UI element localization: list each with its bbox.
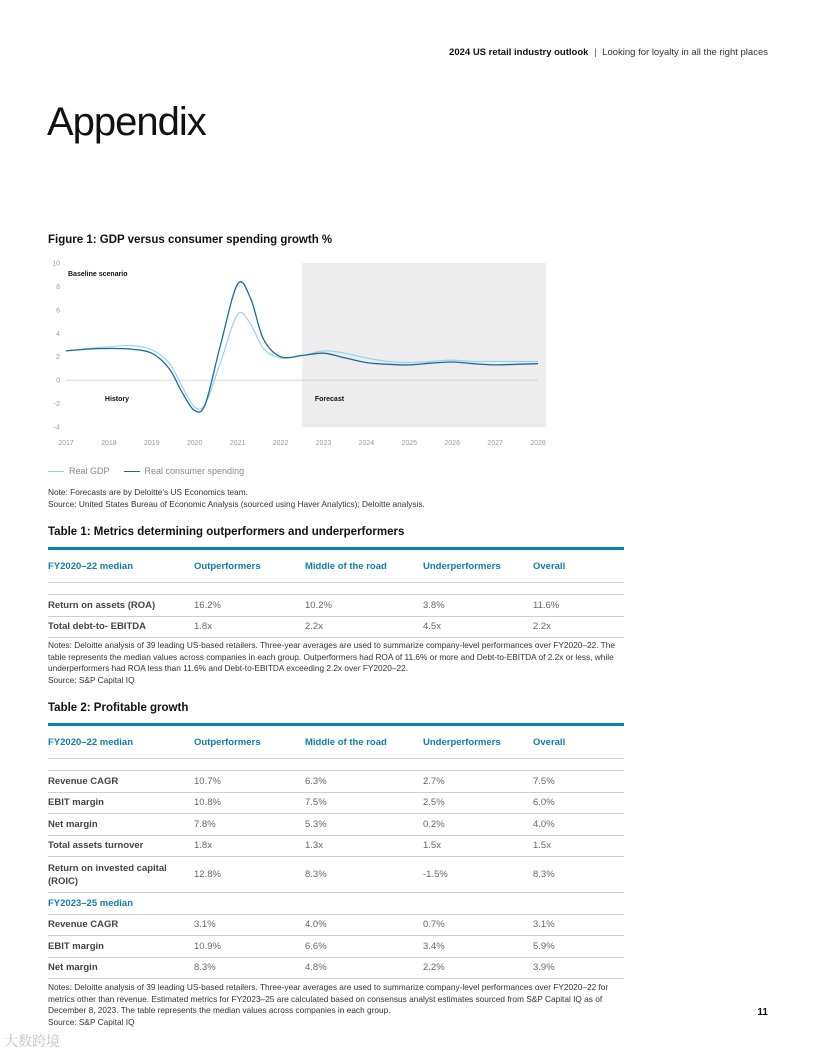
table-cell: 1.5x (423, 835, 533, 857)
page-title: Appendix (47, 100, 206, 144)
page-number: 11 (757, 1007, 768, 1018)
table2-header-cell: Underperformers (423, 725, 533, 759)
table-cell: 6.0% (533, 792, 624, 814)
y-tick-label: 2 (56, 354, 60, 362)
x-tick-label: 2021 (229, 440, 246, 447)
y-tick-label: 8 (56, 283, 60, 291)
table1-header-row (48, 549, 624, 583)
table2-header-cell: FY2020–22 median (48, 725, 194, 759)
header-separator: | (594, 47, 597, 58)
table-cell: 8.3% (194, 957, 305, 979)
table-cell: 11.6% (533, 595, 624, 617)
table-cell: 7.5% (533, 771, 624, 793)
table2-title: Table 2: Profitable growth (48, 702, 189, 714)
table-row (48, 835, 624, 857)
table-cell: 8.3% (533, 857, 624, 893)
row-label: EBIT margin (48, 792, 194, 814)
table1-spacer-row (48, 583, 624, 595)
table2-header-cell: Middle of the road (305, 725, 423, 759)
spacer-cell (48, 759, 624, 771)
table2-source-text: Source: S&P Capital IQ (48, 1016, 135, 1027)
table-cell: 0.2% (423, 814, 533, 836)
row-label: Return on invested capital (ROIC) (48, 857, 194, 893)
table-row (48, 814, 624, 836)
table-row (48, 595, 624, 617)
figure-note-text: Note: Forecasts are by Deloitte’s US Economics team. (48, 487, 248, 497)
legend-swatch-real-gdp (48, 471, 64, 472)
annotation-baseline-scenario: Baseline scenario (68, 270, 128, 278)
subheader-cell: FY2023–25 median (48, 893, 624, 915)
row-label: Revenue CAGR (48, 914, 194, 936)
x-tick-label: 2017 (58, 440, 74, 447)
table-cell: 6.3% (305, 771, 423, 793)
annotation-forecast: Forecast (314, 396, 345, 404)
table-cell: 12.8% (194, 857, 305, 893)
table1-notes-text: Notes: Deloitte analysis of 39 leading US-based retailers. Three-year averages are used to summarize company-level performances over FY2020–22. The table represents the median values across companies in each group. Outperformers had ROA of 11.6% or more and Debt-to-EBITDA of 2.2x or less, while underperformers had ROA less than 11.6% and Debt-to-EBITDA exceeding 2.2x over FY2020–22. (48, 640, 615, 673)
table-cell: 5.9% (533, 936, 624, 958)
y-tick-label: 10 (52, 260, 60, 268)
x-tick-label: 2024 (358, 440, 375, 447)
y-tick-label: -2 (53, 401, 60, 409)
table-cell: 4.8% (305, 957, 423, 979)
gdp-spending-line-chart (44, 252, 564, 452)
row-label: Return on assets (ROA) (48, 595, 194, 617)
table2-spacer-row (48, 759, 624, 771)
table-row (48, 914, 624, 936)
table-row (48, 792, 624, 814)
row-label: Total assets turnover (48, 835, 194, 857)
x-tick-label: 2027 (487, 440, 503, 447)
y-tick-label: 6 (56, 307, 60, 315)
header-subtitle: Looking for loyalty in all the right places (602, 47, 768, 58)
table-cell: 1.3x (305, 835, 423, 857)
figure-note (48, 487, 618, 510)
chart-legend (48, 466, 258, 476)
table-cell: 2.2x (533, 616, 624, 638)
table-row (48, 616, 624, 638)
table1-header-cell: Middle of the road (305, 549, 423, 583)
table1-header-cell: Underperformers (423, 549, 533, 583)
table1-title: Table 1: Metrics determining outperformers and underperformers (48, 526, 405, 538)
x-tick-label: 2028 (530, 440, 546, 447)
table-cell: 10.8% (194, 792, 305, 814)
table-cell: 3.8% (423, 595, 533, 617)
table1-header-cell: Overall (533, 549, 624, 583)
x-tick-label: 2026 (444, 440, 460, 447)
legend-swatch-real-consumer-spending (124, 471, 140, 472)
table1-metrics (48, 547, 624, 638)
x-tick-label: 2023 (315, 440, 332, 447)
legend-label-real-consumer-spending: Real consumer spending (144, 466, 245, 476)
row-label: Net margin (48, 814, 194, 836)
table-cell: 3.1% (194, 914, 305, 936)
table-cell: 3.1% (533, 914, 624, 936)
table-cell: 10.9% (194, 936, 305, 958)
table-row (48, 857, 624, 893)
y-tick-label: -4 (53, 424, 60, 432)
table2-profitable-growth (48, 723, 624, 979)
table1-header-cell: FY2020–22 median (48, 549, 194, 583)
table-cell: 5.3% (305, 814, 423, 836)
legend-label-real-gdp: Real GDP (69, 466, 110, 476)
row-label: Net margin (48, 957, 194, 979)
x-tick-label: 2022 (272, 440, 289, 447)
header-report-title: 2024 US retail industry outlook (449, 47, 589, 58)
legend-item-real-consumer-spending (124, 466, 245, 476)
table-cell: 2.2% (423, 957, 533, 979)
table-cell: 4.5x (423, 616, 533, 638)
x-tick-label: 2020 (186, 440, 203, 447)
table-cell: 10.2% (305, 595, 423, 617)
x-tick-label: 2018 (101, 440, 117, 447)
table-cell: 3.9% (533, 957, 624, 979)
watermark: 大数跨境 (4, 1033, 60, 1049)
y-axis-ticks (52, 261, 60, 432)
table1-header-cell: Outperformers (194, 549, 305, 583)
x-tick-label: 2019 (144, 440, 160, 447)
table-cell: 7.8% (194, 814, 305, 836)
table2-subheader-row (48, 893, 624, 915)
table-cell: 1.8x (194, 835, 305, 857)
figure-title: Figure 1: GDP versus consumer spending growth % (48, 234, 333, 246)
y-tick-label: 0 (56, 377, 60, 385)
table2-notes (48, 982, 618, 1028)
table-row (48, 957, 624, 979)
table-cell: 8.3% (305, 857, 423, 893)
table-cell: 2.5% (423, 792, 533, 814)
table-cell: 4.0% (305, 914, 423, 936)
table-cell: 2.7% (423, 771, 533, 793)
row-label: EBIT margin (48, 936, 194, 958)
table1-source-text: Source: S&P Capital IQ (48, 674, 135, 685)
table-row (48, 771, 624, 793)
running-header (449, 47, 768, 58)
table1-notes (48, 640, 620, 686)
table-cell: 7.5% (305, 792, 423, 814)
table-cell: 1.5x (533, 835, 624, 857)
spacer-cell (48, 583, 624, 595)
figure-source-text: Source: United States Bureau of Economic Analysis (sourced using Haver Analytics); Deloitte analysis. (48, 498, 425, 509)
table-cell: 3.4% (423, 936, 533, 958)
x-axis-ticks (58, 440, 546, 447)
table-cell: 1.8x (194, 616, 305, 638)
table2-notes-text: Notes: Deloitte analysis of 39 leading US-based retailers. Three-year averages are used to summarize company-level performances over FY2020–22 for metrics other than revenue. Estimated metrics for FY2023–25 are calculated based on consensus analyst estimates sourced from S&P Capital IQ as of December 8, 2023. The table represents the median values across companies in each group. (48, 982, 609, 1015)
annotation-history: History (104, 396, 130, 404)
table-cell: 10.7% (194, 771, 305, 793)
row-label: Total debt-to- EBITDA (48, 616, 194, 638)
y-tick-label: 4 (56, 330, 60, 338)
table-row (48, 936, 624, 958)
table-cell: -1.5% (423, 857, 533, 893)
table2-header-cell: Overall (533, 725, 624, 759)
table-cell: 16.2% (194, 595, 305, 617)
row-label: Revenue CAGR (48, 771, 194, 793)
table-cell: 6.6% (305, 936, 423, 958)
table-cell: 2.2x (305, 616, 423, 638)
table-cell: 0.7% (423, 914, 533, 936)
table2-header-cell: Outperformers (194, 725, 305, 759)
table-cell: 4.0% (533, 814, 624, 836)
x-tick-label: 2025 (401, 440, 418, 447)
legend-item-real-gdp (48, 466, 110, 476)
table2-header-row (48, 725, 624, 759)
